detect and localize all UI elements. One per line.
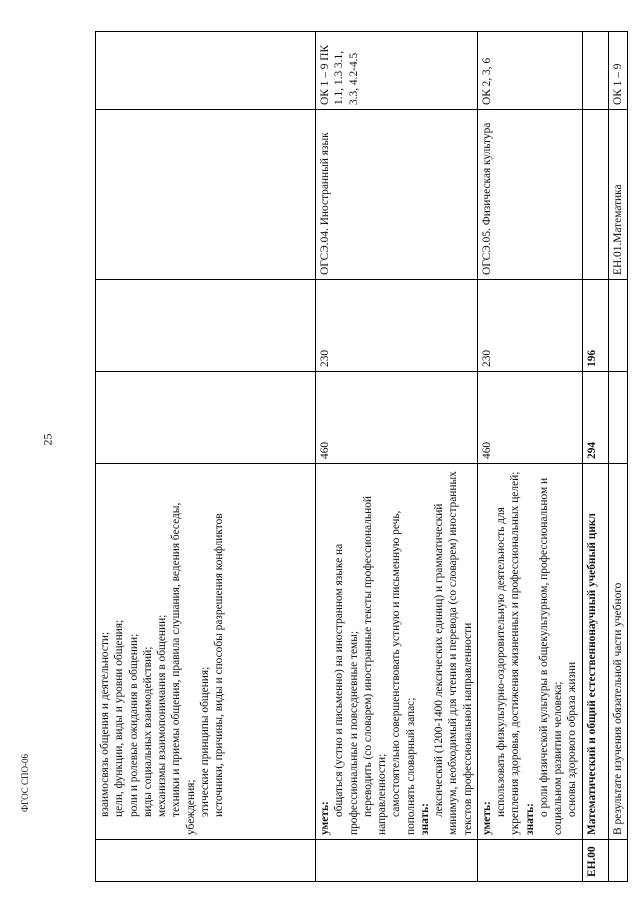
requirement-heading: уметь:	[319, 801, 331, 835]
mandatory-hours-cell: 230	[316, 280, 478, 372]
discipline-cell	[582, 110, 608, 280]
table-row	[96, 32, 316, 882]
requirement-heading: знать:	[523, 803, 536, 835]
discipline-cell: ОГСЭ.04. Иностранный язык	[316, 110, 478, 280]
page-number: 25	[40, 433, 55, 446]
requirement-line: взаимосвязь общения и деятельности;	[99, 631, 111, 817]
discipline-cell: ЕН.01.Математика	[608, 110, 627, 280]
section-code-cell: ЕН.00	[582, 840, 608, 882]
requirement-line: виды социальных взаимодействий;	[141, 646, 154, 817]
mandatory-hours-cell	[608, 280, 627, 372]
mandatory-hours-cell	[96, 280, 316, 372]
rotated-table-container	[95, 32, 624, 882]
requirement-heading: знать:	[418, 803, 431, 835]
requirement-line: этические принципы общения;	[198, 666, 211, 817]
requirement-line: использовать физкультурно-оздоровительную деятельность для укрепления здоровья, достижения жизненных и профессиональных целей;	[495, 471, 522, 835]
requirements-cell	[582, 464, 608, 840]
max-load-cell: 294	[582, 372, 608, 464]
requirements-cell	[608, 464, 627, 840]
requirement-heading: уметь:	[480, 801, 493, 835]
section-code-cell	[477, 840, 582, 882]
standards-table	[95, 31, 628, 882]
requirement-line: В результате изучения обязательной части учебного	[611, 582, 624, 835]
requirement-line: лексический (1200-1400 лексических единиц) и грамматический минимум, необходимый для чтения и перевода (со словарем) иностранных текстов профессиональной направленности	[433, 471, 474, 835]
table-row	[477, 32, 582, 882]
requirement-line: механизмы взаимопонимания в общении;	[156, 614, 168, 817]
requirement-line: общаться (устно и письменно) на иностранном языке на профессиональные и повседневные темы;	[333, 543, 360, 835]
mandatory-hours-cell: 196	[582, 280, 608, 372]
max-load-cell	[608, 372, 627, 464]
requirement-line: цели, функции, виды и уровни общения;	[113, 619, 126, 817]
discipline-cell	[96, 110, 316, 280]
discipline-cell: ОГСЭ.05. Физическая культура	[477, 110, 582, 280]
table-row	[316, 32, 478, 882]
max-load-cell: 460	[477, 372, 582, 464]
competencies-cell	[96, 32, 316, 110]
section-code-cell	[96, 840, 316, 882]
requirement-line: основы здорового образа жизни	[566, 661, 579, 817]
competencies-cell: ОК 1 – 9 ПК 1.1, 1.3 3.1, 3.3, 4.2-4.5	[316, 32, 478, 110]
requirement-line: техники и приемы общения, правила слушания, ведения беседы, убеждения;	[170, 502, 197, 835]
table-row	[582, 32, 608, 882]
section-code-cell	[316, 840, 478, 882]
requirements-cell	[477, 464, 582, 840]
requirement-line: о роли физической культуры в общекультурном, профессиональном и социальном развитии человека;	[537, 477, 564, 835]
requirement-heading: Математический и общий естественнонаучный учебный цикл	[585, 513, 598, 835]
requirement-line: самостоятельно совершенствовать устную и письменную речь, пополнять словарный запас;	[390, 510, 417, 835]
footer-code: ФГОС СПО-06	[20, 754, 30, 812]
mandatory-hours-cell: 230	[477, 280, 582, 372]
section-code-cell	[608, 840, 627, 882]
competencies-cell: ОК 2, 3, 6	[477, 32, 582, 110]
requirement-line: роли и ролевые ожидания в общении;	[127, 633, 140, 817]
table-body	[96, 32, 628, 882]
requirements-cell	[96, 464, 316, 840]
max-load-cell: 460	[316, 372, 478, 464]
requirements-cell	[316, 464, 478, 840]
competencies-cell	[582, 32, 608, 110]
table-row	[608, 32, 627, 882]
requirement-line: переводить (со словарем) иностранные тексты профессиональной направленности;	[361, 496, 388, 835]
competencies-cell: ОК 1 – 9	[608, 32, 627, 110]
max-load-cell	[96, 372, 316, 464]
requirement-line: источники, причины, виды и способы разрешения конфликтов	[213, 513, 225, 817]
